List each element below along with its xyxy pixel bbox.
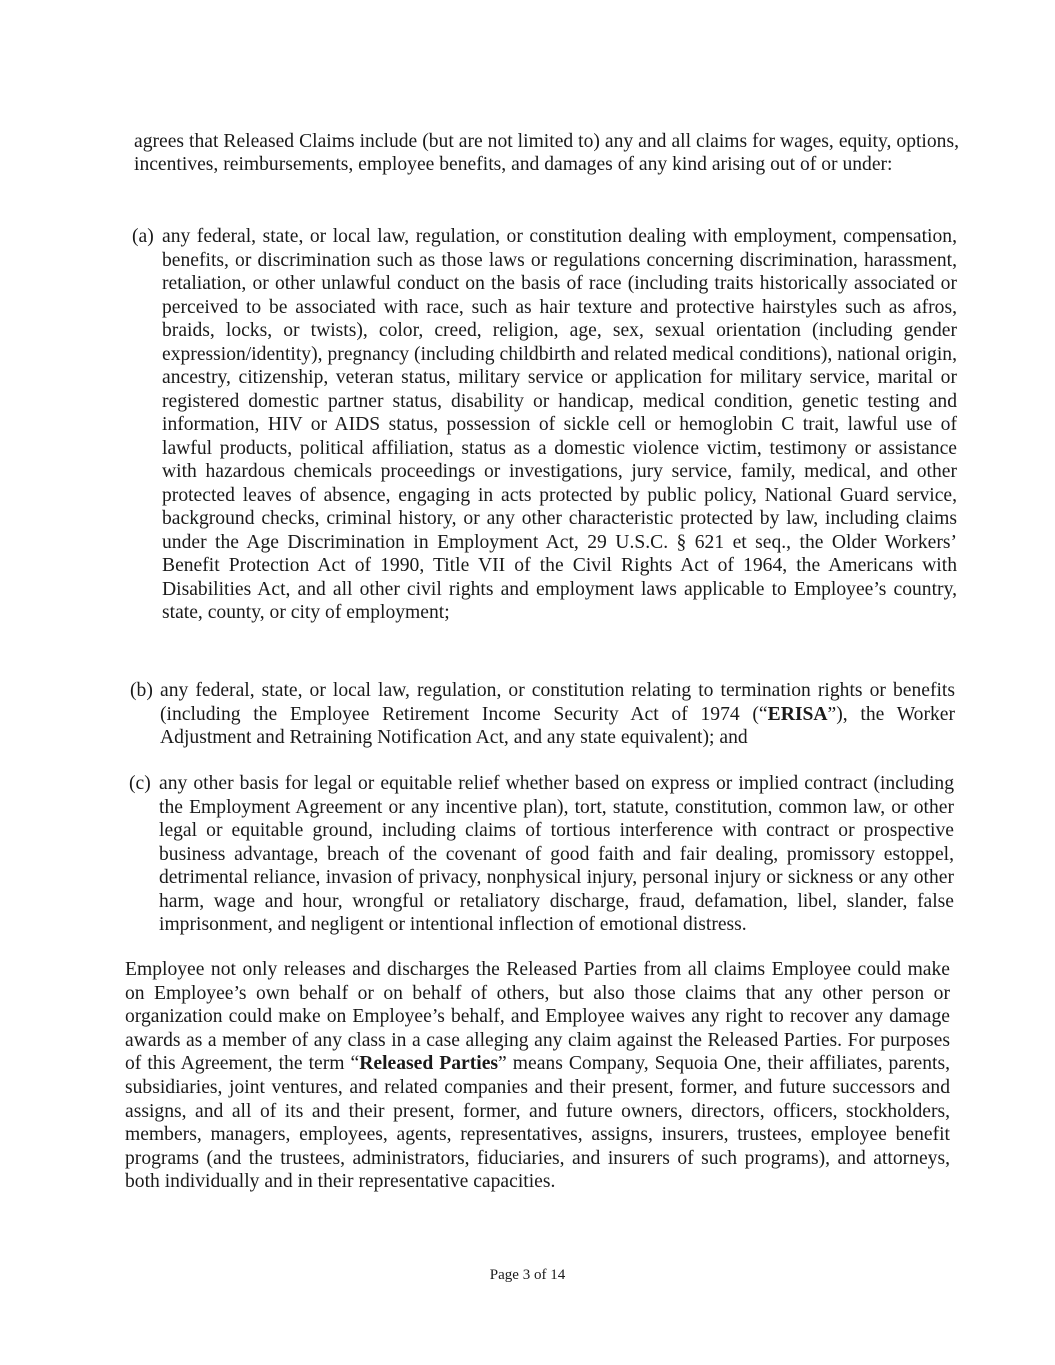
intro-paragraph: agrees that Released Claims include (but are not limited to) any and all claims for wages, equity, options, incentives, reimbursements, employee benefits, and damages of any kind arising out of or under:: [134, 131, 959, 176]
clause-text: any other basis for legal or equitable relief whether based on express or implied contract (including the Employment Agreement or any incentive plan), tort, statute, constitution, common law, or other legal or equitable ground, including claims of tortious interference with contract or prospective business advantage, breach of the covenant of good faith and fair dealing, promissory estoppel, detrimental reliance, invasion of privacy, nonphysical injury, personal injury or sickness or any other harm, wage and hour, wrongful or retaliatory discharge, fraud, defamation, libel, slander, false imprisonment, and negligent or intentional inflection of emotional distress.: [159, 773, 954, 935]
clause-c: [129, 772, 954, 937]
clause-text-before: any federal, state, or local law, regulation, or constitution relating to termination rights or benefits (including the Employee Retirement Income Security Act of 1974 (“: [160, 680, 955, 725]
clause-a: [132, 225, 957, 625]
clause-label: (c): [129, 773, 151, 794]
closing-text-before: Employee not only releases and discharges the Released Parties from all claims Employee could make on Employee’s own behalf or on behalf of others, but also those claims that any other person or organization could make on Employee’s behalf, and Employee waives any right to recover any damage awards as a member of any class in a case alleging any claim against the Released Parties. For purposes of this Agreement, the term “: [125, 959, 950, 1075]
clause-text-after: ”), the Worker Adjustment and Retraining Notification Act, and any state equivalent); and: [160, 703, 955, 748]
defined-term-released-parties: Released Parties: [359, 1053, 499, 1075]
closing-text-after: ” means Company, Sequoia One, their affiliates, parents, subsidiaries, joint ventures, and related companies and their present, former, and future successors and assigns, and all of its and their present, former, and future owners, directors, officers, stockholders, members, managers, employees, agents, representatives, assigns, insurers, trustees, employee benefit programs (and the trustees, administrators, fiduciaries, and insurers of such programs), and attorneys, both individually and in their representative capacities.: [125, 1053, 951, 1193]
defined-term-erisa: ERISA: [767, 703, 828, 725]
clause-b: [130, 679, 955, 750]
clause-label: (b): [130, 680, 153, 701]
clause-label: (a): [132, 226, 154, 247]
closing-paragraph: [125, 958, 950, 1194]
clause-text: any federal, state, or local law, regulation, or constitution dealing with employment, compensation, benefits, or discrimination such as those laws or regulations concerning discrimination, harassment, retaliation, or other unlawful conduct on the basis of race (including traits historically associated or perceived to be associated with race, such as hair texture and protective hairstyles such as afros, braids, locks, or twists), color, creed, religion, age, sex, sexual orientation (including gender expression/identity), pregnancy (including childbirth and related medical conditions), national origin, ancestry, citizenship, veteran status, military service or application for military service, marital or registered domestic partner status, disability or handicap, medical condition, genetic testing and information, HIV or AIDS status, possession of sickle cell or hemoglobin C trait, lawful use of lawful products, political affiliation, status as a domestic violence victim, testimony or assistance with hazardous chemicals proceedings or investigations, jury service, family, medical, and other protected leaves of absence, engaging in acts protected by public policy, National Guard service, background checks, criminal history, or any other characteristic protected by law, including claims under the Age Discrimination in Employment Act, 29 U.S.C. § 621 et seq., the Older Workers’ Benefit Protection Act of 1990, Title VII of the Civil Rights Act of 1964, the Americans with Disabilities Act, and all other civil rights and employment laws applicable to Employee’s country, state, county, or city of employment;: [162, 226, 957, 623]
page-number: Page 3 of 14: [489, 1267, 566, 1283]
